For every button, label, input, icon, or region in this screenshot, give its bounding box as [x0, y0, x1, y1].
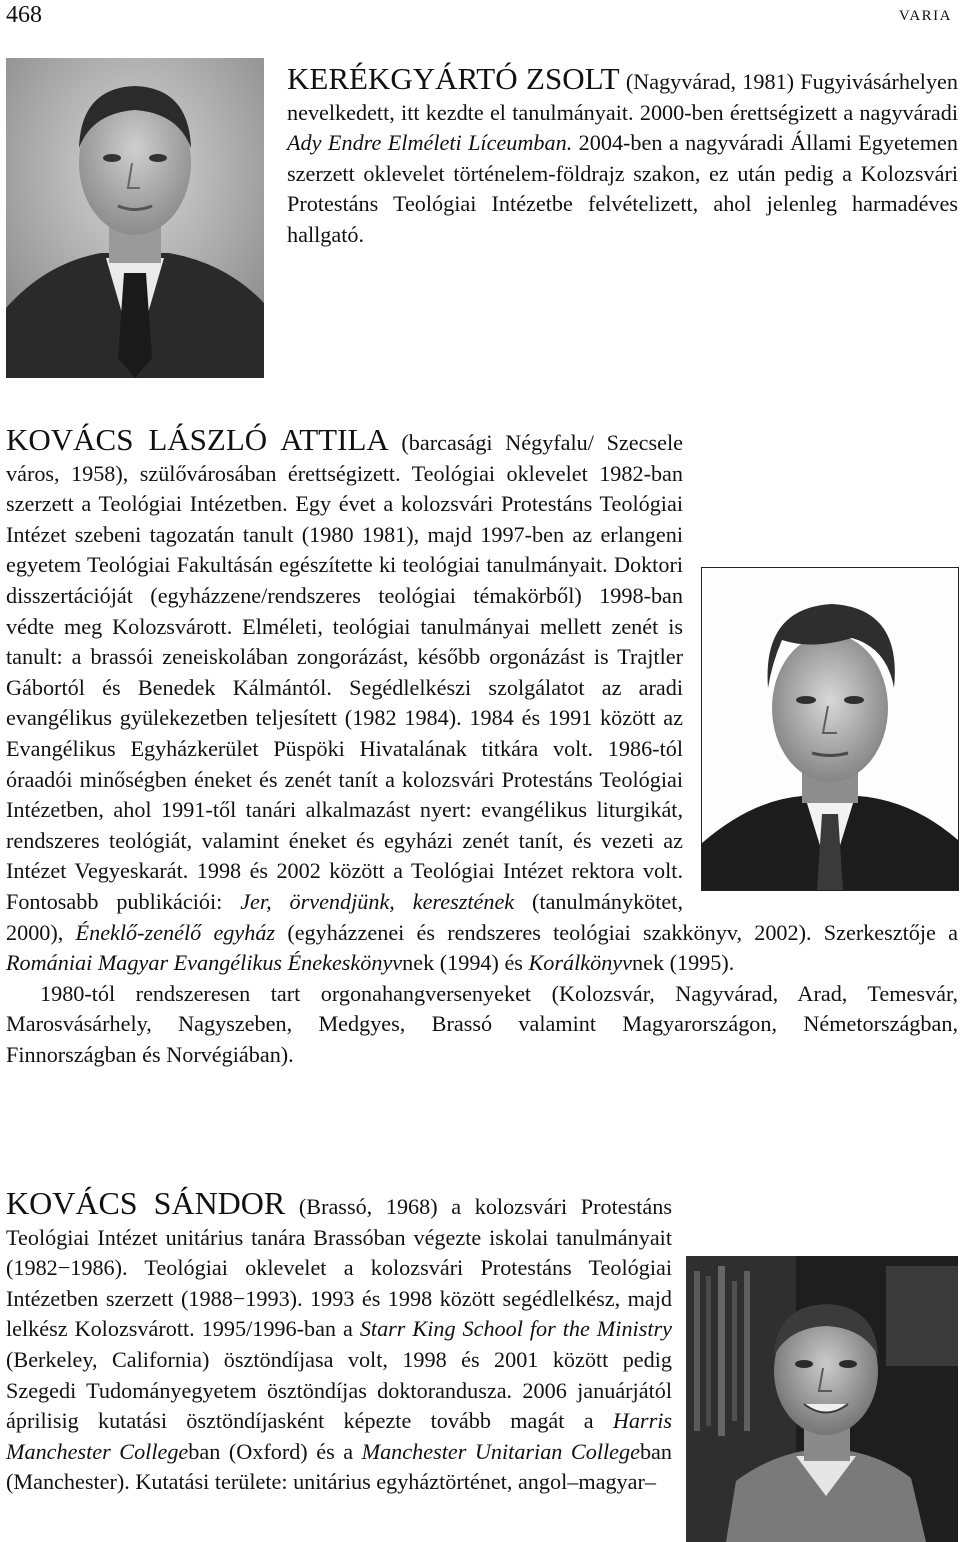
bio-kerekgyarto: KERÉKGYÁRTÓ ZSOLT (Nagyvárad, 1981) Fugyivásárhelyen nevelkedett, itt kezdte el tanulmányait. 2000-ben érettségizett a nagyváradi Ady Endre Elméleti Líceumban. 2004-ben a nagyváradi Állami Egyetemen szerzett oklevelet történelem-földrajz szakon, ez után pedig a Kolozsvári Protestáns Teológiai Intézetbe felvételizett, ahol jelenleg harmadéves hallgató. [287, 61, 959, 247]
bio-kovacs-laszlo: KOVÁCS LÁSZLÓ ATTILA (barcasági Négyfalu/ Szecsele város, 1958), szülővárosában érettségizett. Teológiai oklevelet 1982-ban szerzett a Teológiai Intézetben. Egy évet a kolozsvári Protestáns Teológiai Intézet szebeni tagozatán tanult (1980 1981), majd 1997-ben az erlangeni egyetem Teológiai Fakultásán egészítette ki teológiai tanulmányait. Doktori disszertációját (egyházzene/rendszeres teológiai témakörből) 1998-ban védte meg Kolozsvárott. Elméleti, teológiai tanulmányai mellett zenét is tanult: a brassói zeneiskolában zongorázást, később orgonázást is Trajtler Gábortól és Benedek Kálmántól. Segédlelkészi szolgálatot az aradi evangélikus gyülekezetben teljesített (1982 1984). 1984 és 1991 között az Evangélikus Egyházkerület Püspöki Hivatalának titkára volt. 1986-tól óraadói minőségben éneket és zenét tanít a kolozsvári Protestáns Teológiai Intézetben, ahol 1991-től tanári alkalmazást nyert: evangélikus liturgikát, rendszeres teológiát, valamint éneket és egyházi zenét tanít, és vezeti az Intézet Vegyeskarát. 1998 és 2002 között a Teológiai Intézet rektora volt. Fontosabb publikációi: Jer, örvendjünk, keresztének (tanulmánykötet, 2000), Éneklő-zenélő egyház (egyházzenei és rendszeres teológiai szakkönyv, 2002). Szerkesztője a Romániai Magyar Evangélikus Énekeskönyvnek (1994) és Korálkönyvnek (1995). 1980-tól rendszeresen tart orgonahangversenyeket (Kolozsvár, Nagyvárad, Arad, Temesvár, Marosvásárhely, Nagyszeben, Medgyes, Brassó valamint Magyarországon, Németországban, Finnországban és Norvégiában). [6, 425, 958, 1070]
page-header [6, 4, 952, 38]
section-title: VARIA [898, 8, 952, 24]
name-kerekgyarto: KERÉKGYÁRTÓ ZSOLT [287, 61, 620, 96]
name-kovacs-laszlo: KOVÁCS LÁSZLÓ ATTILA [6, 422, 389, 457]
bio-kovacs-laszlo-concerts: 1980-tól rendszeresen tart orgonahangversenyeket (Kolozsvár, Nagyvárad, Arad, Temesvár, Marosvásárhely, Nagyszeben, Medgyes, Brassó valamint Magyarországon, Németországban, Finnországban és Norvégiában). [6, 980, 958, 1067]
bio-kovacs-sandor: KOVÁCS SÁNDOR (Brassó, 1968) a kolozsvári Protestáns Teológiai Intézet unitárius tanára Brassóban végezte iskolai tanulmányait (1982−1986). Teológiai oklevelet a kolozsvári Protestáns Teológiai Intézetben szerzett (1988−1993). 1993 és 1998 között segédlelkész, majd lelkész Kolozsvárott. 1995/1996-ban a Starr King School for the Ministry (Berkeley, California) ösztöndíjasa volt, 1998 és 2001 között pedig Szegedi Tudományegyetem ösztöndíjas doktorandusza. 2006 januárjától áprilisig kutatási ösztöndíjasként képezte tovább magát a Harris Manchester Collegeban (Oxford) és a Manchester Unitarian Collegeban (Manchester). Kutatási területe: unitárius egyháztörténet, angol–magyar– [6, 1185, 673, 1495]
portrait-photo-kerekgyarto [6, 58, 264, 378]
page-number: 468 [6, 2, 42, 28]
name-kovacs-sandor: KOVÁCS SÁNDOR [6, 1185, 286, 1221]
